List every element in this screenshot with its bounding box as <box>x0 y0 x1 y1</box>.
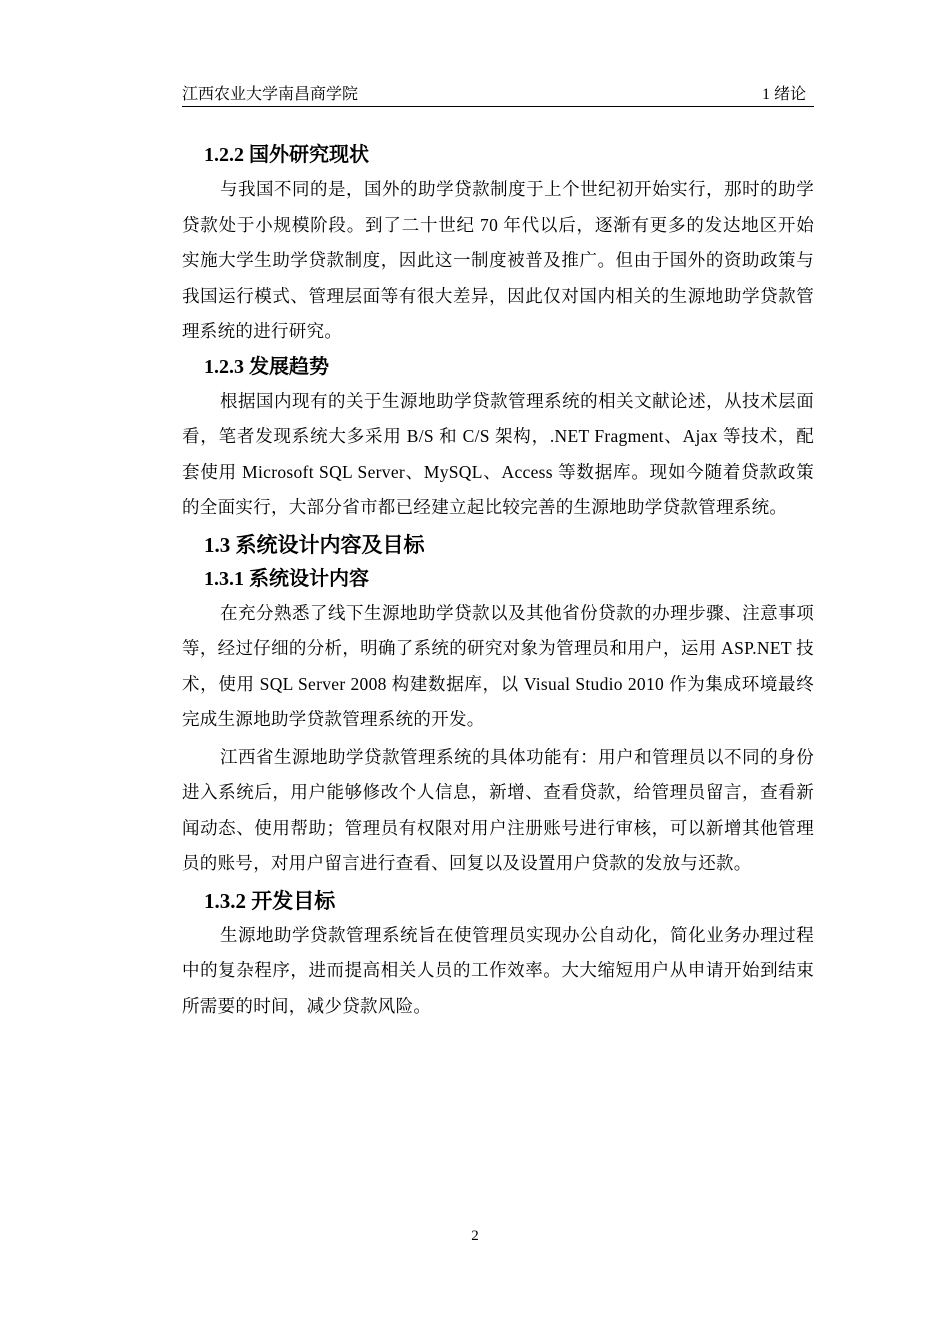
paragraph-design-content-2: 江西省生源地助学贷款管理系统的具体功能有：用户和管理员以不同的身份进入系统后，用户能够修改个人信息，新增、查看贷款，给管理员留言，查看新闻动态、使用帮助；管理员有权限对用户注册账号进行审核，可以新增其他管理员的账号，对用户留言进行查看、回复以及设置用户贷款的发放与还款。 <box>182 746 814 873</box>
heading-1-3: 1.3 系统设计内容及目标 <box>204 532 425 557</box>
page-header <box>182 84 814 107</box>
header-chapter: 1 绪论 <box>761 86 806 103</box>
heading-1-2-2: 1.2.2 国外研究现状 <box>204 144 369 166</box>
paragraph-foreign-research: 与我国不同的是，国外的助学贷款制度于上个世纪初开始实行，那时的助学贷款处于小规模阶段。到了二十世纪 70 年代以后，逐渐有更多的发达地区开始实施大学生助学贷款制度，因此这一制度被普及推广。但由于国外的资助政策与我国运行模式、管理层面等有很大差异，因此仅对国内相关的生源地助学贷款管理系统的进行研究。 <box>182 179 814 341</box>
page-content <box>182 138 814 1024</box>
page-number: 2 <box>471 1228 479 1244</box>
header-institution: 江西农业大学南昌商学院 <box>182 86 359 103</box>
heading-1-3-1: 1.3.1 系统设计内容 <box>204 567 369 590</box>
paragraph-development-trend: 根据国内现有的关于生源地助学贷款管理系统的相关文献论述，从技术层面看，笔者发现系统大多采用 B/S 和 C/S 架构，.NET Fragment、Ajax 等技术，配套使用 Microsoft SQL Server、MySQL、Access 等数据库。现如今随着贷款政策的全面实行，大部分省市都已经建立起比较完善的生源地助学贷款管理系统。 <box>182 390 814 517</box>
heading-1-3-2: 1.3.2 开发目标 <box>204 888 336 913</box>
heading-1-2-3: 1.2.3 发展趋势 <box>204 355 329 378</box>
paragraph-development-goal: 生源地助学贷款管理系统旨在使管理员实现办公自动化，简化业务办理过程中的复杂程序，进而提高相关人员的工作效率。大大缩短用户从申请开始到结束所需要的时间，减少贷款风险。 <box>182 924 814 1016</box>
paragraph-design-content-1: 在充分熟悉了线下生源地助学贷款以及其他省份贷款的办理步骤、注意事项等，经过仔细的分析，明确了系统的研究对象为管理员和用户，运用 ASP.NET 技术，使用 SQL Server 2008 构建数据库，以 Visual Studio 2010 作为集成环境最终完成生源地助学贷款管理系统的开发。 <box>182 602 814 729</box>
